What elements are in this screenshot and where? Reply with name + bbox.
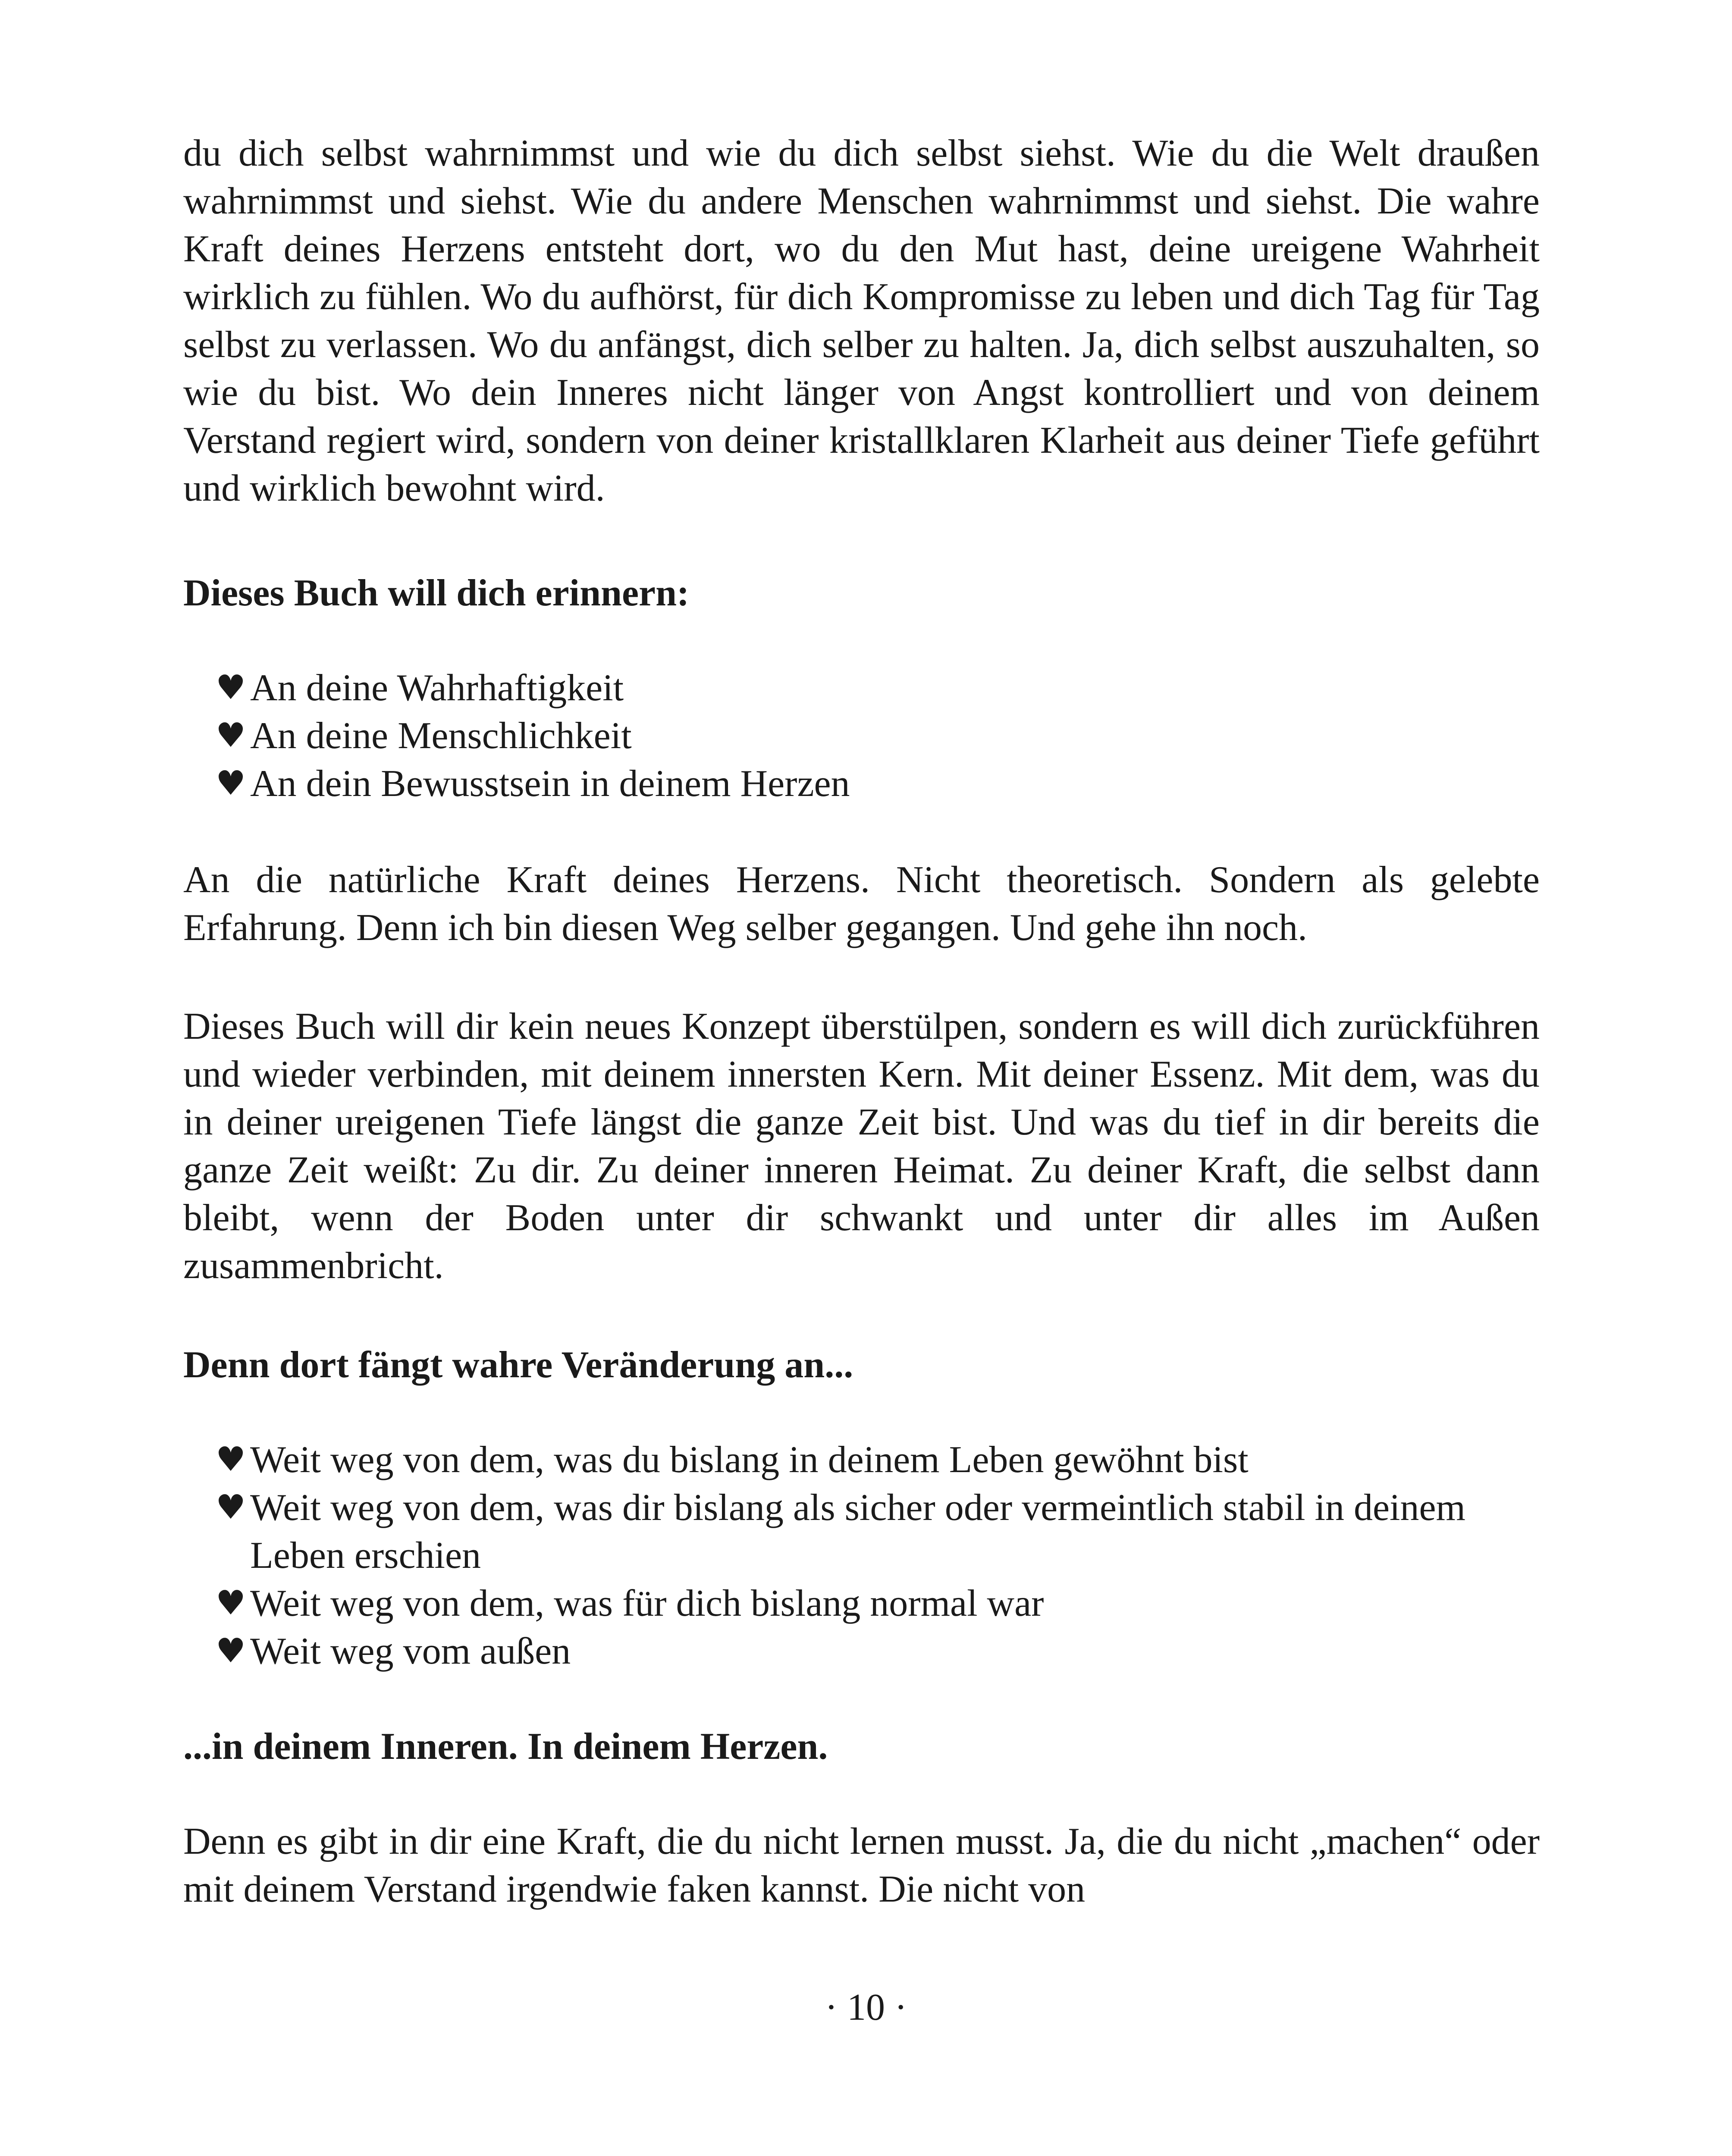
paragraph-text: Dieses Buch will dir kein neues Konzept überstülpen, sondern es will dich zurückführen und wieder verbinden, mit deinem innersten Kern. Mit deiner Essenz. Mit dem, was du in deiner ureigenen Tiefe längst die ganze Zeit bist. Und was du tief in dir bereits die ganze Zeit weißt: Zu dir. Zu deiner inneren Heimat. Zu deiner Kraft, die selbst dann bleibt, wenn der Boden unter dir schwankt und unter dir alles im Außen zusammenbricht. (183, 1006, 1540, 1287)
heart-icon: ♥ (216, 716, 246, 755)
list-item (216, 712, 1540, 760)
list-item (216, 760, 1540, 808)
heart-icon: ♥ (216, 1488, 246, 1527)
list-item (216, 1627, 1540, 1675)
body-paragraph-3 (183, 1003, 1540, 1290)
list-item (216, 664, 1540, 712)
body-paragraph-4 (183, 1818, 1540, 1913)
paragraph-text: du dich selbst wahrnimmst und wie du dich selbst siehst. Wie du die Welt draußen wahrnimmst und siehst. Wie du andere Menschen wahrnimmst und siehst. Die wahre Kraft deines Herzens entsteht dort, wo du den Mut hast, deine ureigene Wahrheit wirklich zu fühlen. Wo du aufhörst, für dich Kompromisse zu leben und dich Tag für Tag selbst zu verlassen. Wo du anfängst, dich selber zu halten. Ja, dich selbst auszuhalten, so wie du bist. Wo dein Inneres nicht länger von Angst kontrolliert und von deinem Verstand regiert wird, sondern von deiner kristallklaren Klarheit aus deiner Tiefe geführt und wirklich bewohnt wird. (183, 132, 1540, 509)
bullet-list-erinnern (216, 664, 1540, 808)
bullet-list-veraenderung (216, 1436, 1540, 1675)
body-paragraph-2 (183, 856, 1540, 952)
list-item-text: An dein Bewusstsein in deinem Herzen (250, 763, 850, 805)
list-item-text: Weit weg vom außen (250, 1630, 571, 1672)
list-item-text: An deine Menschlichkeit (250, 715, 632, 757)
heart-icon: ♥ (216, 1440, 246, 1479)
list-item (216, 1436, 1540, 1484)
section-heading-inneren: ...in deinem Inneren. In deinem Herzen. (183, 1726, 828, 1767)
heart-icon: ♥ (216, 1632, 246, 1670)
heart-icon: ♥ (216, 764, 246, 803)
paragraph-text: An die natürliche Kraft deines Herzens. Nicht theoretisch. Sondern als gelebte Erfahrung. Denn ich bin diesen Weg selber gegangen. Und gehe ihn noch. (183, 859, 1540, 949)
list-item (216, 1484, 1540, 1579)
list-item-text: An deine Wahrhaftigkeit (250, 667, 624, 709)
list-item-text: Weit weg von dem, was für dich bislang normal war (250, 1583, 1044, 1624)
paragraph-text: Denn es gibt in dir eine Kraft, die du nicht lernen musst. Ja, die du nicht „machen“ oder mit deinem Verstand irgendwie faken kannst. Die nicht von (183, 1821, 1540, 1910)
heart-icon: ♥ (216, 1584, 246, 1623)
section-heading-veraenderung: Denn dort fängt wahre Veränderung an... (183, 1344, 853, 1386)
list-item-text: Weit weg von dem, was dir bislang als sicher oder vermeintlich stabil in deinem Leben erschien (250, 1487, 1465, 1576)
heart-icon: ♥ (216, 668, 246, 707)
list-item (216, 1579, 1540, 1627)
page-number: · 10 · (825, 1987, 907, 2028)
list-item-text: Weit weg von dem, was du bislang in deinem Leben gewöhnt bist (250, 1439, 1249, 1481)
body-paragraph-1 (183, 129, 1540, 512)
section-heading-erinnern: Dieses Buch will dich erinnern: (183, 572, 690, 614)
